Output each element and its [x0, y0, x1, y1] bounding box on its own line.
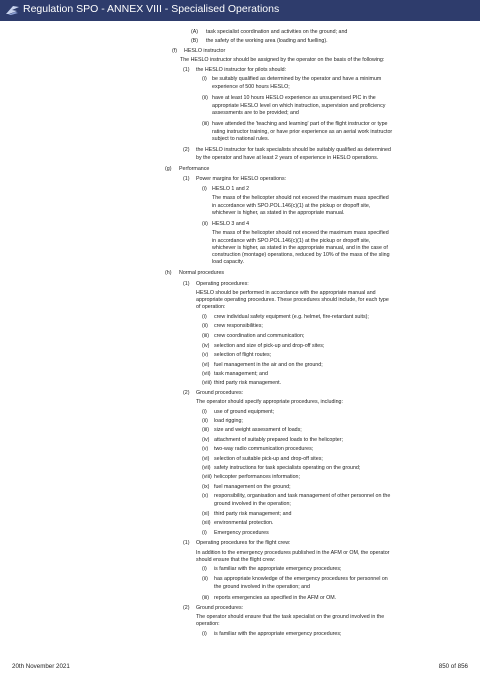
item-label: (h) — [165, 270, 172, 276]
text-line: two-way radio communication procedures; — [214, 446, 314, 452]
item-label: (iii) — [202, 595, 210, 601]
text-line: load rigging; — [214, 418, 243, 424]
item-label: (viii) — [202, 380, 212, 386]
text-line: selection and size of pick-up and drop-off sites; — [214, 343, 325, 349]
item-label: (vi) — [202, 456, 210, 462]
text-line: have at least 10 hours HESLO experience as unsupervised PIC in the — [212, 95, 376, 101]
footer-page-number: 850 of 856 — [438, 663, 468, 670]
text-line: selection of flight routes; — [214, 352, 272, 358]
item-label: (A) — [191, 29, 199, 35]
text-line: attachment of suitably prepared loads to the helicopter; — [214, 437, 343, 443]
text-line: ground involved in the operation; — [214, 501, 291, 507]
item-label: (ii) — [202, 418, 208, 424]
text-line: assessments are to be provided; and — [212, 110, 299, 116]
item-label: (ii) — [202, 323, 208, 329]
page-header — [0, 0, 480, 21]
text-line: appropriate operating procedures. These procedures should include, for each type — [196, 297, 389, 303]
item-label: (2) — [183, 390, 190, 396]
text-line: Operating procedures: — [196, 281, 249, 287]
text-line: helicopter performances information; — [214, 474, 300, 480]
item-label: (i) — [202, 314, 207, 320]
text-line: The mass of the helicopter should not exceed the maximum mass specified — [212, 230, 389, 236]
text-line: Ground procedures: — [196, 390, 244, 396]
text-line: fuel management in the air and on the ground; — [214, 362, 323, 368]
item-label: (viii) — [202, 474, 212, 480]
text-line: task specialist coordination and activities on the ground; and — [206, 29, 348, 35]
text-line: responsibility, organisation and task management of other personnel on the — [214, 493, 391, 499]
item-label: (2) — [183, 605, 190, 611]
text-line: have attended the 'teaching and learning' part of the flight instructor or type — [212, 121, 388, 127]
text-line: HESLO should be performed in accordance with the appropriate manual and — [196, 290, 376, 296]
text-line: HESLO instructor — [184, 48, 226, 54]
text-line: construction (montage) operations, reduced by 10% of the mass of the sling — [212, 252, 390, 258]
item-label: (iv) — [202, 437, 210, 443]
text-line: crew responsibilities; — [214, 323, 263, 329]
text-line: the HESLO instructor for task specialists should be suitably qualified as determined — [196, 147, 391, 153]
text-line: environmental protection. — [214, 520, 274, 526]
text-line: is familiar with the appropriate emergency procedures; — [214, 631, 342, 637]
text-line: Emergency procedures — [214, 530, 269, 536]
item-label: (i) — [202, 530, 207, 536]
text-line: has appropriate knowledge of the emergency procedures for personnel on — [214, 576, 388, 582]
item-label: (vii) — [202, 465, 211, 471]
item-label: (g) — [165, 166, 172, 172]
item-label: (v) — [202, 352, 209, 358]
text-line: in accordance with SPO.POL.146(c)(1) at the pickup or dropoff site, — [212, 203, 371, 209]
item-label: (1) — [183, 540, 190, 546]
document-title: Regulation SPO - ANNEX VIII - Specialised Operations — [23, 3, 280, 15]
item-label: (i) — [202, 76, 207, 82]
item-label: (iv) — [202, 343, 210, 349]
item-label: (xi) — [202, 511, 210, 517]
text-line: third party risk management. — [214, 380, 282, 386]
item-label: (f) — [172, 48, 177, 54]
text-line: third party risk management; and — [214, 511, 292, 517]
item-label: (1) — [183, 281, 190, 287]
text-line: Power margins for HESLO operations: — [196, 176, 287, 182]
text-line: the HESLO instructor for pilots should: — [196, 67, 287, 73]
item-label: (ii) — [202, 576, 208, 582]
text-line: Ground procedures: — [196, 605, 244, 611]
item-label: (i) — [202, 631, 207, 637]
item-label: (1) — [183, 176, 190, 182]
item-label: (1) — [183, 67, 190, 73]
text-line: The mass of the helicopter should not exceed the maximum mass specified — [212, 195, 389, 201]
text-line: The operator should specify appropriate procedures, including: — [196, 399, 343, 405]
text-line: Normal procedures — [179, 270, 225, 276]
text-line: HESLO 3 and 4 — [212, 221, 250, 227]
item-label: (iii) — [202, 121, 210, 127]
text-line: fuel management on the ground; — [214, 484, 291, 490]
text-line: task management; and — [214, 371, 268, 377]
item-label: (i) — [202, 566, 207, 572]
text-line: whichever is higher, as stated in the appropriate manual. — [212, 210, 345, 216]
text-line: is familiar with the appropriate emergency procedures; — [214, 566, 342, 572]
text-line: subject to national rules. — [212, 136, 270, 142]
text-line: Performance — [179, 166, 210, 172]
text-line: rating instructor training, or have prior experience as an aerial work instructor — [212, 129, 393, 135]
item-label: (x) — [202, 493, 209, 499]
text-line: crew coordination and communication; — [214, 333, 305, 339]
text-line: in accordance with SPO.POL.146(c)(1) at the pickup or dropoff site, — [212, 238, 371, 244]
item-label: (2) — [183, 147, 190, 153]
item-label: (ii) — [202, 95, 208, 101]
item-label: (vii) — [202, 371, 211, 377]
text-line: experience of 500 hours HESLO; — [212, 84, 290, 90]
item-label: (xii) — [202, 520, 211, 526]
item-label: (iii) — [202, 333, 210, 339]
text-line: selection of suitable pick-up and drop-off sites; — [214, 456, 323, 462]
item-label: (i) — [202, 409, 207, 415]
item-label: (iii) — [202, 427, 210, 433]
text-line: should ensure that the flight crew: — [196, 557, 276, 563]
text-line: crew individual safety equipment (e.g. helmet, fire-retardant suits); — [214, 314, 369, 320]
item-label: (v) — [202, 446, 209, 452]
footer-date: 20th November 2021 — [12, 663, 70, 670]
text-line: the safety of the working area (loading and fuelling). — [206, 38, 328, 44]
text-line: operation: — [196, 621, 220, 627]
item-label: (i) — [202, 186, 207, 192]
text-line: load capacity. — [212, 259, 244, 265]
text-line: by the operator and have at least 2 years of experience in HESLO operations. — [196, 155, 379, 161]
item-label: (ix) — [202, 484, 210, 490]
text-line: reports emergencies as specified in the AFM or OM. — [214, 595, 337, 601]
text-line: of operation: — [196, 304, 226, 310]
text-line: The HESLO instructor should be assigned by the operator on the basis of the following: — [180, 57, 385, 63]
easa-logo-icon — [6, 5, 20, 16]
text-line: safety instructions for task specialists operating on the ground; — [214, 465, 361, 471]
text-line: the ground involved in the operation; and — [214, 584, 311, 590]
item-label: (ii) — [202, 221, 208, 227]
text-line: Operating procedures for the flight crew: — [196, 540, 291, 546]
text-line: size and weight assessment of loads; — [214, 427, 302, 433]
text-line: The operator should ensure that the task specialist on the ground involved in the — [196, 614, 385, 620]
item-label: (B) — [191, 38, 199, 44]
text-line: use of ground equipment; — [214, 409, 275, 415]
text-line: HESLO 1 and 2 — [212, 186, 250, 192]
text-line: whichever is higher, as stated in the appropriate manual, and in the case of — [212, 245, 388, 251]
text-line: be suitably qualified as determined by the operator and have a minimum — [212, 76, 382, 82]
item-label: (vi) — [202, 362, 210, 368]
text-line: appropriate HESLO level on which instruction, supervision and proficiency — [212, 103, 386, 109]
text-line: In addition to the emergency procedures published in the AFM or OM, the operator — [196, 550, 390, 556]
